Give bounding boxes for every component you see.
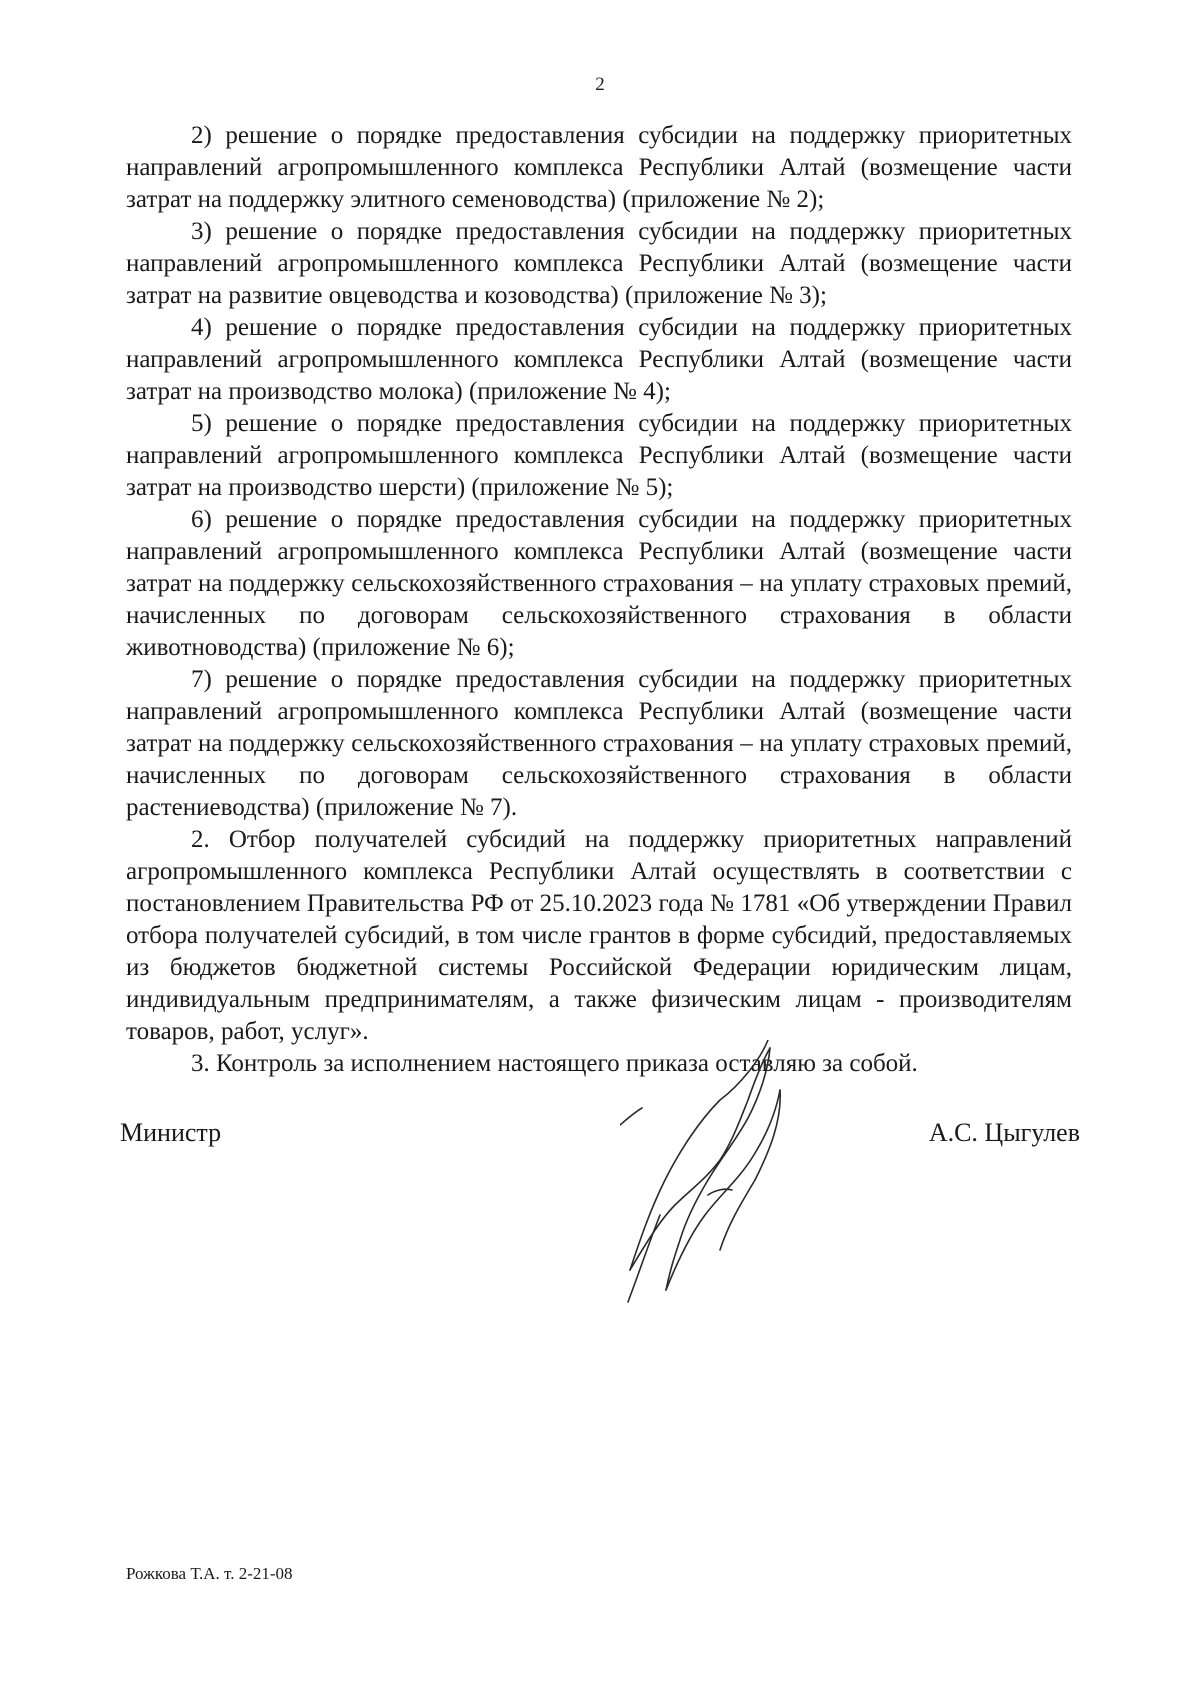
paragraph-item-4: 4) решение о порядке предоставления субсидии на поддержку приоритетных направлений агропромышленного комплекса Республики Алтай (возмещение части затрат на производство молока) (приложение № 4); [126,314,1072,405]
executor-contact: Рожкова Т.А. т. 2-21-08 [126,1564,293,1583]
signatory-name: А.С. Цыгулев [928,1118,1080,1147]
paragraph-item-5: 5) решение о порядке предоставления субсидии на поддержку приоритетных направлений агропромышленного комплекса Республики Алтай (возмещение части затрат на производство шерсти) (приложение № 5); [126,410,1072,501]
paragraph-item-2: 2) решение о порядке предоставления субсидии на поддержку приоритетных направлений агропромышленного комплекса Республики Алтай (возмещение части затрат на поддержку элитного семеноводства) (приложение № 2); [126,122,1072,213]
paragraph-item-6: 6) решение о порядке предоставления субсидии на поддержку приоритетных направлений агропромышленного комплекса Республики Алтай (возмещение части затрат на поддержку сельскохозяйственного страхования – на уплату страховых премий, начисленных по договорам сельскохозяйственного страхования в области животноводства) (приложение № 6); [126,506,1072,661]
signatory-title: Министр [120,1118,222,1147]
handwritten-signature [620,1040,830,1340]
signature-block [120,1118,1080,1158]
page-number: 2 [595,74,605,95]
paragraph-control: 3. Контроль за исполнением настоящего приказа оставляю за собой. [191,1050,918,1077]
paragraph-selection: 2. Отбор получателей субсидий на поддержку приоритетных направлений агропромышленного комплекса Республики Алтай осуществлять в соответствии с постановлением Правительства РФ от 25.10.2023 года № 1781 «Об утверждении Правил отбора получателей субсидий, в том числе грантов в форме субсидий, предоставляемых из бюджетов бюджетной системы Российской Федерации юридическим лицам, индивидуальным предпринимателям, а также физическим лицам - производителям товаров, работ, услуг». [126,826,1072,1045]
paragraph-item-3: 3) решение о порядке предоставления субсидии на поддержку приоритетных направлений агропромышленного комплекса Республики Алтай (возмещение части затрат на развитие овцеводства и козоводства) (приложение № 3); [126,218,1072,309]
document-body [126,120,1072,1080]
paragraph-item-7: 7) решение о порядке предоставления субсидии на поддержку приоритетных направлений агропромышленного комплекса Республики Алтай (возмещение части затрат на поддержку сельскохозяйственного страхования – на уплату страховых премий, начисленных по договорам сельскохозяйственного страхования в области растениеводства) (приложение № 7). [126,666,1072,821]
